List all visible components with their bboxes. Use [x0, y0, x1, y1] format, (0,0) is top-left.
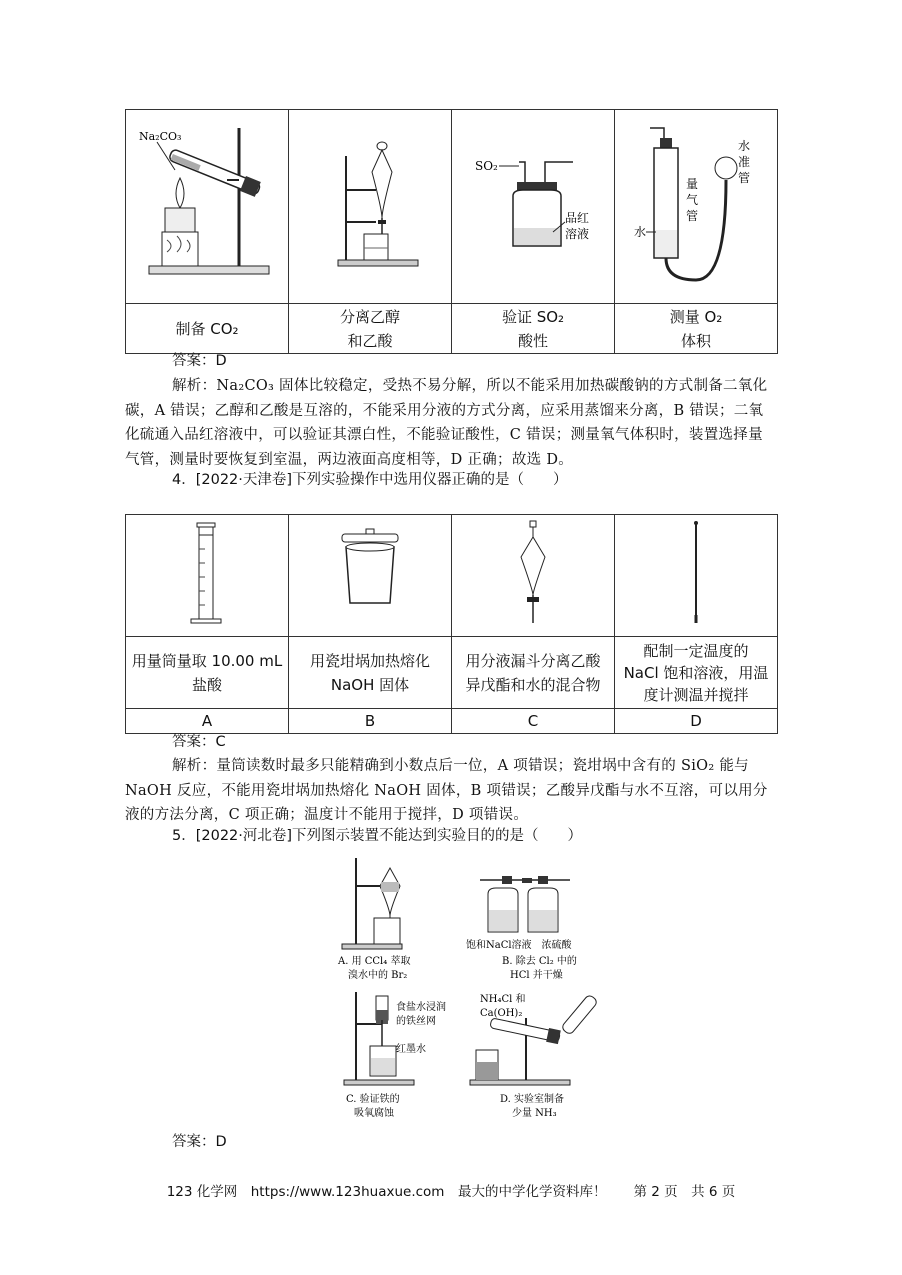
option-label: C [452, 709, 615, 734]
fig-label-shui: 水 [634, 225, 647, 239]
caption-cell [452, 304, 615, 354]
figure-cell-a [126, 110, 289, 304]
caption-c-1: C. 验证铁的 [346, 1094, 400, 1105]
figure-c [344, 992, 446, 1119]
caption-b-1: B. 除去 Cl₂ 中的 [502, 956, 577, 967]
fig-label-so2: SO₂ [475, 159, 498, 173]
caption-c-2: 吸氧腐蚀 [354, 1108, 394, 1119]
option-label: A [126, 709, 289, 734]
table-instruments-q4 [125, 514, 778, 734]
figure-b [466, 876, 577, 981]
c-label2: 红墨水 [396, 1044, 426, 1055]
figure-d [470, 993, 598, 1119]
figure-cell-sep-funnel [452, 515, 615, 637]
caption-d-2: 少量 NH₃ [512, 1108, 557, 1119]
fig-label-szg-3: 管 [738, 171, 751, 185]
caption-text: 验证 SO₂ 酸性 [501, 307, 565, 350]
caption-cell [289, 637, 452, 709]
caption-text: 用分液漏斗分离乙酸 异戊酯和水的混合物 [465, 651, 601, 694]
table-apparatus-q3 [125, 109, 778, 354]
analysis-q4: 解析：量筒读数时最多只能精确到小数点后一位，A 项错误；瓷坩埚中含有的 SiO₂ 能与 NaOH 反应，不能用瓷坩埚加热熔化 NaOH 固体，B 项错误；乙酸异戊酯与水不互溶，可以用分液的方法分离，C 项正确；温度计不能用于搅拌，D 项错误。 [125, 758, 768, 823]
option-label: D [615, 709, 778, 734]
figure-a [337, 858, 410, 981]
fig-label-na2co3: Na₂CO₃ [139, 130, 182, 143]
figure-cell-thermometer [615, 515, 778, 637]
separation-funnel-figure [290, 110, 450, 296]
caption-a-1: A. 用 CCl₄ 萃取 [338, 956, 411, 967]
figure-cell-c [452, 110, 615, 304]
figure-cell-cylinder [126, 515, 289, 637]
heating-tube-figure [127, 110, 287, 296]
caption-cell [615, 304, 778, 354]
fig-label-szg-2: 准 [738, 155, 751, 169]
caption-cell [615, 637, 778, 709]
fig-label-lqg-3: 管 [686, 209, 699, 223]
d-label-line2: Ca(OH)₂ [480, 1008, 523, 1019]
fig-label-pinhong-1: 品红 [565, 211, 590, 225]
separatory-funnel-icon [453, 515, 613, 629]
c-label1-line1: 食盐水浸润 [396, 1002, 446, 1013]
caption-a-2: 溴水中的 Br₂ [348, 970, 408, 981]
fig-label-lqg-2: 气 [686, 193, 699, 207]
figure-cell-crucible [289, 515, 452, 637]
caption-text: 制备 CO₂ [175, 319, 239, 338]
fig-label-pinhong-2: 溶液 [565, 227, 590, 241]
measuring-cylinder-icon [127, 515, 287, 629]
thermometer-icon [616, 515, 776, 629]
caption-d-1: D. 实验室制备 [500, 1094, 565, 1105]
caption-cell [289, 304, 452, 354]
figure-cell-d [615, 110, 778, 304]
figure-cell-b [289, 110, 452, 304]
caption-text: 用量筒量取 10.00 mL 盐酸 [131, 651, 283, 694]
answer-q4: 答案：C [172, 734, 226, 750]
caption-cell [126, 304, 289, 354]
answer-q3: 答案：D [172, 353, 227, 369]
question-5-stem: 5．[2022·河北卷]下列图示装置不能达到实验目的的是（ ） [172, 828, 583, 844]
answer-q5: 答案：D [172, 1134, 227, 1150]
caption-cell [126, 637, 289, 709]
c-label1-line2: 的铁丝网 [396, 1016, 436, 1027]
page-footer: 123 化学网 https://www.123huaxue.com 最大的中学化学资料库！ 第 2 页 共 6 页 [166, 1184, 736, 1200]
d-label-line1: NH₄Cl 和 [480, 994, 526, 1005]
caption-text: 配制一定温度的 NaCl 饱和溶液，用温 度计测温并搅拌 [623, 641, 769, 704]
wash-bottle-figure [453, 110, 613, 296]
option-label: B [289, 709, 452, 734]
caption-cell [452, 637, 615, 709]
caption-b-2: HCl 并干燥 [510, 970, 563, 981]
gas-burette-figure [616, 110, 776, 296]
q5-apparatus-figure [330, 852, 600, 1124]
question-4-stem: 4．[2022·天津卷]下列实验操作中选用仪器正确的是（ ） [172, 472, 568, 488]
caption-text: 测量 O₂ 体积 [669, 307, 723, 350]
crucible-icon [290, 515, 450, 629]
fig-label-lqg-1: 量 [686, 177, 699, 191]
caption-text: 分离乙醇 和乙酸 [339, 307, 400, 350]
fig-label-szg-1: 水 [738, 139, 751, 153]
b-labels: 饱和NaCl溶液 浓硫酸 [466, 940, 572, 951]
caption-text: 用瓷坩埚加热熔化 NaOH 固体 [309, 651, 430, 694]
analysis-q3: 解析：Na₂CO₃ 固体比较稳定，受热不易分解，所以不能采用加热碳酸钠的方式制备二氧化碳，A 错误；乙醇和乙酸是互溶的，不能采用分液的方式分离，应采用蒸馏来分离，B 错误；二氧化硫通入品红溶液中，可以验证其漂白性，不能验证酸性，C 错误；测量氧气体积时，装置选择量气管，测量时要恢复到室温，两边液面高度相等，D 正确；故选 D。 [125, 378, 768, 468]
